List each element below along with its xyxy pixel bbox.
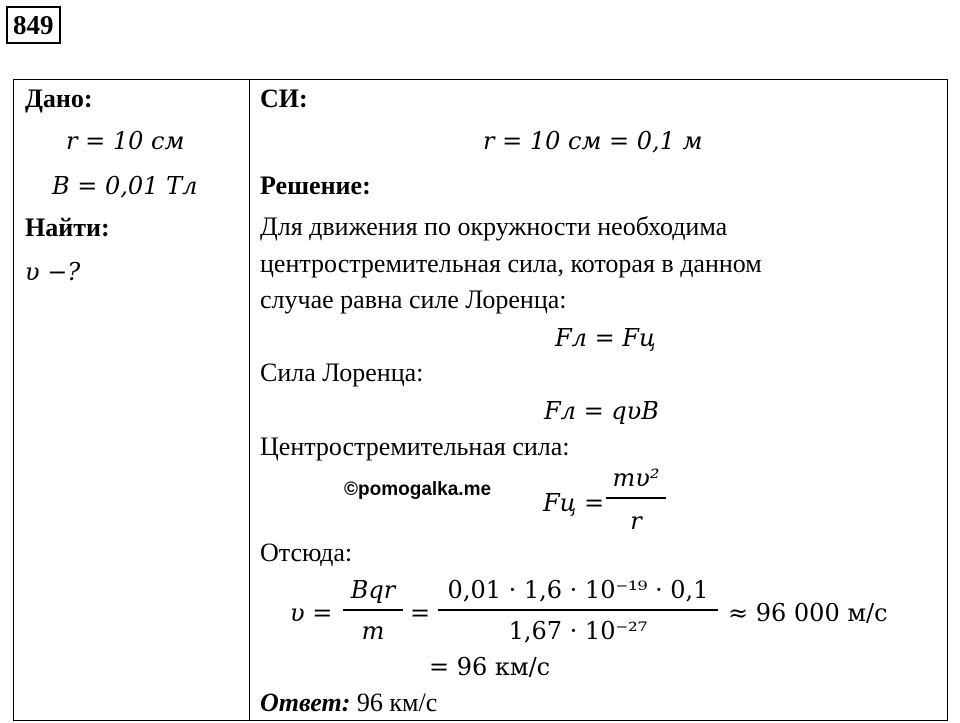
answer-label: Ответ: <box>260 688 351 717</box>
equation-centripetal-numerator: mυ² <box>612 464 660 492</box>
solution-text-6: Отсюда: <box>260 538 353 567</box>
given-field: B = 0,01 Тл <box>52 172 198 200</box>
equation-centripetal-denominator: r <box>630 507 642 535</box>
answer-line <box>260 688 437 718</box>
solution-text-2: центростремительная сила, которая в данном <box>260 249 762 278</box>
equation-velocity-lhs: υ = <box>290 599 333 627</box>
equation-centripetal-lhs: Fц = <box>543 489 605 517</box>
fraction-bar <box>343 609 403 611</box>
solution-text-4: Сила Лоренца: <box>260 358 424 387</box>
problem-number: 849 <box>6 6 61 44</box>
equation-velocity-denominator: m <box>361 617 385 645</box>
equation-numeric-numerator: 0,01 · 1,6 · 10⁻¹⁹ · 0,1 <box>447 576 709 604</box>
equation-force-balance: Fл = Fц <box>555 324 656 352</box>
si-conversion: r = 10 см = 0,1 м <box>483 127 703 155</box>
equation-equals: = <box>410 599 431 627</box>
equation-numeric-denominator: 1,67 · 10⁻²⁷ <box>508 617 648 645</box>
si-heading: СИ: <box>260 84 308 113</box>
solution-text-1: Для движения по окружности необходима <box>260 212 728 241</box>
equation-result: ≈ 96 000 м/с <box>728 599 888 627</box>
solution-heading: Решение: <box>260 171 371 200</box>
fraction-bar <box>606 497 666 499</box>
solution-text-3: случае равна силе Лоренца: <box>260 285 567 314</box>
find-heading: Найти: <box>25 213 110 242</box>
watermark: ©pomogalka.me <box>344 479 492 500</box>
equation-result-kms: = 96 км/с <box>429 653 551 681</box>
answer-value: 96 км/с <box>356 688 438 717</box>
equation-velocity-numerator: Bqr <box>350 576 396 604</box>
find-velocity: υ −? <box>25 258 81 286</box>
given-heading: Дано: <box>25 84 93 113</box>
solution-text-5: Центростремительная сила: <box>260 432 570 461</box>
given-radius: r = 10 см <box>66 127 185 155</box>
fraction-bar <box>438 609 718 611</box>
column-divider <box>249 79 250 721</box>
equation-lorentz: Fл = qυB <box>544 397 659 425</box>
